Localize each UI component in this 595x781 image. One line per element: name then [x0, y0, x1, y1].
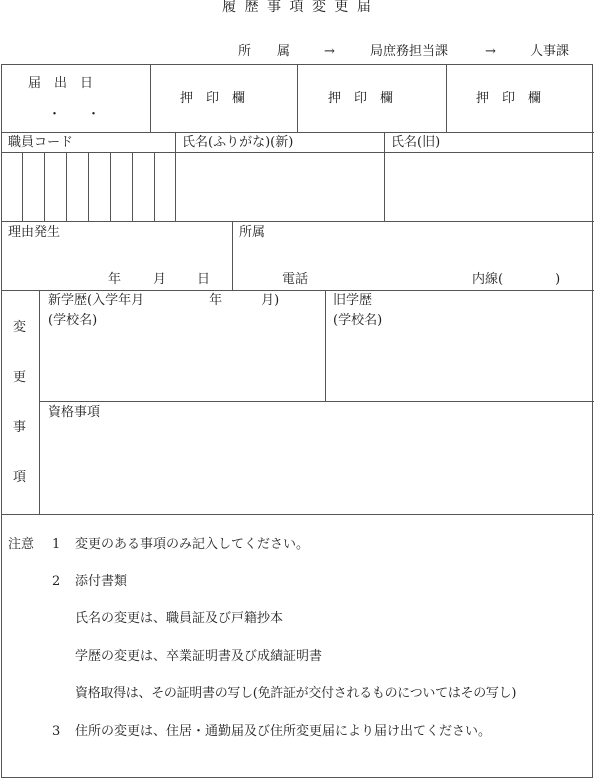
seal-field-2[interactable]: 押 印 欄: [328, 91, 394, 106]
seal-field-3[interactable]: 押 印 欄: [476, 91, 542, 106]
seal-field-1[interactable]: 押 印 欄: [180, 91, 246, 106]
arrow-icon: →: [324, 44, 335, 59]
new-name-field[interactable]: [176, 153, 383, 220]
form-title: 履 歴 事 項 変 更 届: [222, 0, 373, 15]
year-label: 年: [108, 272, 122, 287]
new-school-label: (学校名): [48, 313, 98, 328]
note-1: 変更のある事項のみ記入してください。: [75, 537, 310, 552]
note-2b: 学歴の変更は、卒業証明書及び成績証明書: [75, 649, 323, 664]
month-label: 月: [153, 272, 167, 287]
side-label-char: 更: [13, 370, 27, 385]
note-3: 住所の変更は、住居・通勤届及び住所変更届により届け出てください。: [75, 724, 492, 739]
routing-final: 人事課: [530, 44, 570, 59]
note-number: 2: [52, 574, 61, 589]
routing-label: 所 属: [238, 44, 291, 59]
reason-date-label: 理由発生: [8, 225, 61, 240]
qualification-label: 資格事項: [48, 405, 101, 420]
note-2: 添付書類: [75, 574, 128, 589]
old-name-label: 氏名(旧): [391, 135, 441, 150]
phone-label: 電話: [282, 272, 309, 287]
filing-date-label: 届 出 日: [28, 76, 94, 91]
old-name-field[interactable]: [385, 153, 593, 220]
extension-label: 内線( ): [472, 272, 561, 287]
filing-date-field[interactable]: ・ ・: [48, 107, 101, 122]
note-number: 3: [52, 724, 61, 739]
new-name-label: 氏名(ふりがな)(新): [182, 135, 294, 150]
arrow-icon: →: [485, 44, 496, 59]
routing-dept: 局庶務担当課: [370, 44, 449, 59]
notes-head: 注意: [8, 537, 35, 552]
note-2c: 資格取得は、その証明書の写し(免許証が交付されるものについてはその写し): [75, 686, 517, 701]
new-education-label: 新学歴(入学年月 年 月): [48, 293, 280, 308]
side-label-char: 変: [13, 320, 27, 335]
routing-line: [0, 44, 595, 62]
staff-code-label: 職員コード: [8, 135, 74, 150]
side-label-char: 事: [13, 420, 27, 435]
note-2a: 氏名の変更は、職員証及び戸籍抄本: [75, 611, 284, 626]
old-education-label: 旧学歴: [333, 293, 373, 308]
staff-code-field[interactable]: [2, 153, 174, 220]
day-label: 日: [197, 272, 211, 287]
old-school-label: (学校名): [333, 313, 383, 328]
side-label-char: 項: [13, 470, 27, 485]
note-number: 1: [52, 537, 61, 552]
affiliation-label: 所属: [239, 225, 266, 240]
